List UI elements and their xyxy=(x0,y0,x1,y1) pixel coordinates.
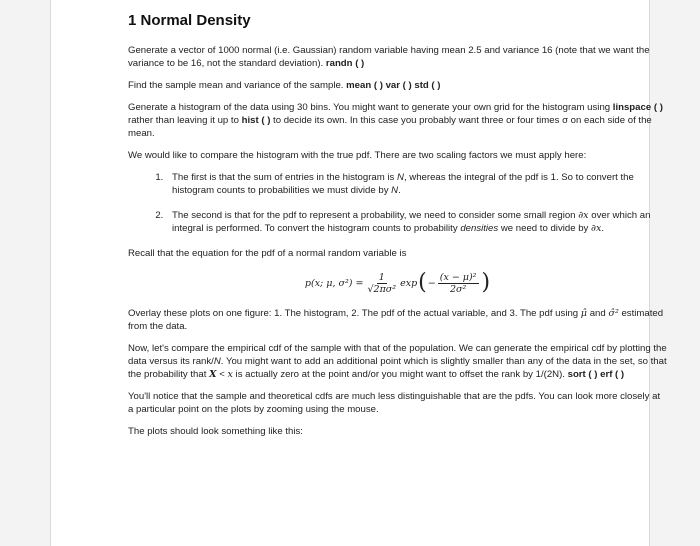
paragraph-histogram: Generate a histogram of the data using 30 bins. You might want to generate your own grid for the histogram using linspace ( ) rather than leaving it up to hist ( ) to decide its own. In this case you probably want three or four times σ on each side of the mean. xyxy=(128,102,663,139)
fraction-normalizer: $\frac{1}{\text{√2πσ²}}$ xyxy=(367,271,397,295)
code-hist: hist ( ) xyxy=(241,115,271,126)
paragraph-generate-vector: Generate a vector of 1000 normal (i.e. Gaussian) random variable having mean 2.5 and variance 16 (note that we want the variance to be 16, not the standard deviation). randn ( ) xyxy=(128,45,650,69)
code-mean-var-std: mean ( ) var ( ) std ( ) xyxy=(346,80,441,91)
paragraph-cdf-comparison: You'll notice that the sample and theoretical cdfs are much less distinguishable that are the pdfs. You can look more closely at a particular point on the plots by zooming using the mouse. xyxy=(128,391,661,415)
list-item: 1. The first is that the sum of entries in the histogram is N, whereas the integral of the pdf is 1. So to convert the histogram counts to probabilities we must divide by N. xyxy=(166,171,668,197)
document-page xyxy=(50,0,667,546)
scaling-factor-list xyxy=(128,171,668,235)
paragraph-scaling-intro: We would like to compare the histogram with the true pdf. There are two scaling factors we must apply here: xyxy=(128,150,587,161)
paragraph-plots-intro: The plots should look something like this: xyxy=(128,426,303,437)
section-heading: 1 Normal Density xyxy=(128,12,251,29)
paragraph-sample-stats: Find the sample mean and variance of the sample. mean ( ) var ( ) std ( ) xyxy=(128,80,441,91)
document-content xyxy=(128,12,668,447)
list-item: 2. The second is that for the pdf to represent a probability, we need to consider some small region ∂x over which an integral is performed. To convert the histogram counts to probability densities we need to divide by ∂x. xyxy=(166,209,668,235)
code-randn: randn ( ) xyxy=(325,58,365,69)
paragraph-recall-pdf: Recall that the equation for the pdf of a normal random variable is xyxy=(128,248,407,259)
paragraph-overlay: Overlay these plots on one figure: 1. The histogram, 2. The pdf of the actual variable, and 3. The pdf using μ̂ and σ̂² estimated from the data. xyxy=(128,308,664,332)
code-sort-erf: sort ( ) erf ( ) xyxy=(567,369,625,380)
paragraph-empirical-cdf: Now, let's compare the empirical cdf of the sample with that of the population. We can generate the empirical cdf by plotting the data versus its rank/N. You might want to add an additional point which is slightly smaller than any of the data in the set, so that the probability that X < x is actually zero at the point and/or you might want to offset the rank by 1/(2N). sort ( ) erf ( ) xyxy=(128,343,667,380)
normal-pdf-equation: p(x; μ, σ²) = $\frac{1}{\text{√2πσ²}}$ exp ( − $\frac{\text{(x − μ)²}}{\text{2σ²}}$ ) xyxy=(304,270,491,295)
fraction-exponent: $\frac{\text{(x − μ)²}}{\text{2σ²}}$ xyxy=(439,271,477,295)
code-linspace: linspace ( ) xyxy=(612,102,663,113)
